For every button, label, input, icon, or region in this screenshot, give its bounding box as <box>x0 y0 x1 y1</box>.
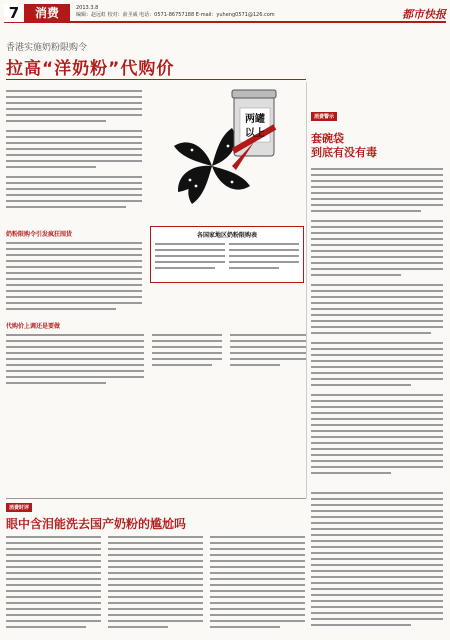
bottom-story-rule <box>6 498 306 499</box>
story-body-column-2 <box>6 240 144 318</box>
right-section-tag: 消费警示 <box>311 112 337 121</box>
story-body-column-1 <box>6 88 144 223</box>
bauhinia-milk-can-illustration <box>150 84 304 212</box>
page-number: 7 <box>4 4 24 22</box>
illustration-label-1: 两罐 <box>245 114 265 125</box>
right-body-lines <box>311 166 445 482</box>
right-headline <box>311 132 377 160</box>
subhead-hoarding: 奶粉限购令引发疯狂囤货 <box>6 231 73 238</box>
page-header <box>4 3 446 23</box>
section-label: 消费 <box>24 4 70 22</box>
subhead-price: 代购价上调还是要做 <box>6 323 61 330</box>
page-meta <box>76 5 275 19</box>
limit-table-lines <box>151 239 303 279</box>
right-bottom-lines <box>311 490 445 636</box>
bottom-headline: 眼中含泪能洗去国产奶粉的尴尬吗 <box>6 517 187 531</box>
story-body-bottom <box>6 332 306 390</box>
body-text-lines-3 <box>6 332 306 390</box>
right-headline-line-1: 套碗袋 <box>311 132 344 145</box>
right-bottom-body <box>311 490 445 636</box>
right-column-body <box>311 166 445 482</box>
right-headline-line-2: 到底有没有毒 <box>311 146 377 159</box>
column-divider <box>306 82 307 498</box>
limit-table-box <box>150 226 304 283</box>
bottom-body-lines <box>6 534 306 636</box>
illustration <box>150 84 304 212</box>
subhead-2-wrap <box>6 318 144 332</box>
headline-rule <box>6 79 306 80</box>
body-text-lines <box>6 88 144 223</box>
illustration-label-2: 以上 <box>245 128 265 139</box>
story-headline: 拉高“洋奶粉”代购价 <box>6 59 175 79</box>
subhead-1-wrap <box>6 226 144 240</box>
body-text-lines-2 <box>6 240 144 318</box>
story-kicker: 香港实施奶粉限购令 <box>6 43 88 53</box>
meta-contact: 编辑：赵远虹 校对：俞圣威 电话：0571-86757188 E-mail：yuheng0571@126.com <box>76 12 275 18</box>
limit-table-title: 各国家地区奶粉限购表 <box>196 232 257 239</box>
bottom-section-tag: 消费时评 <box>6 503 32 512</box>
bottom-story-body <box>6 534 306 636</box>
masthead-logo: 都市快报 <box>402 8 446 21</box>
meta-date: 2013.3.8 <box>76 5 99 11</box>
